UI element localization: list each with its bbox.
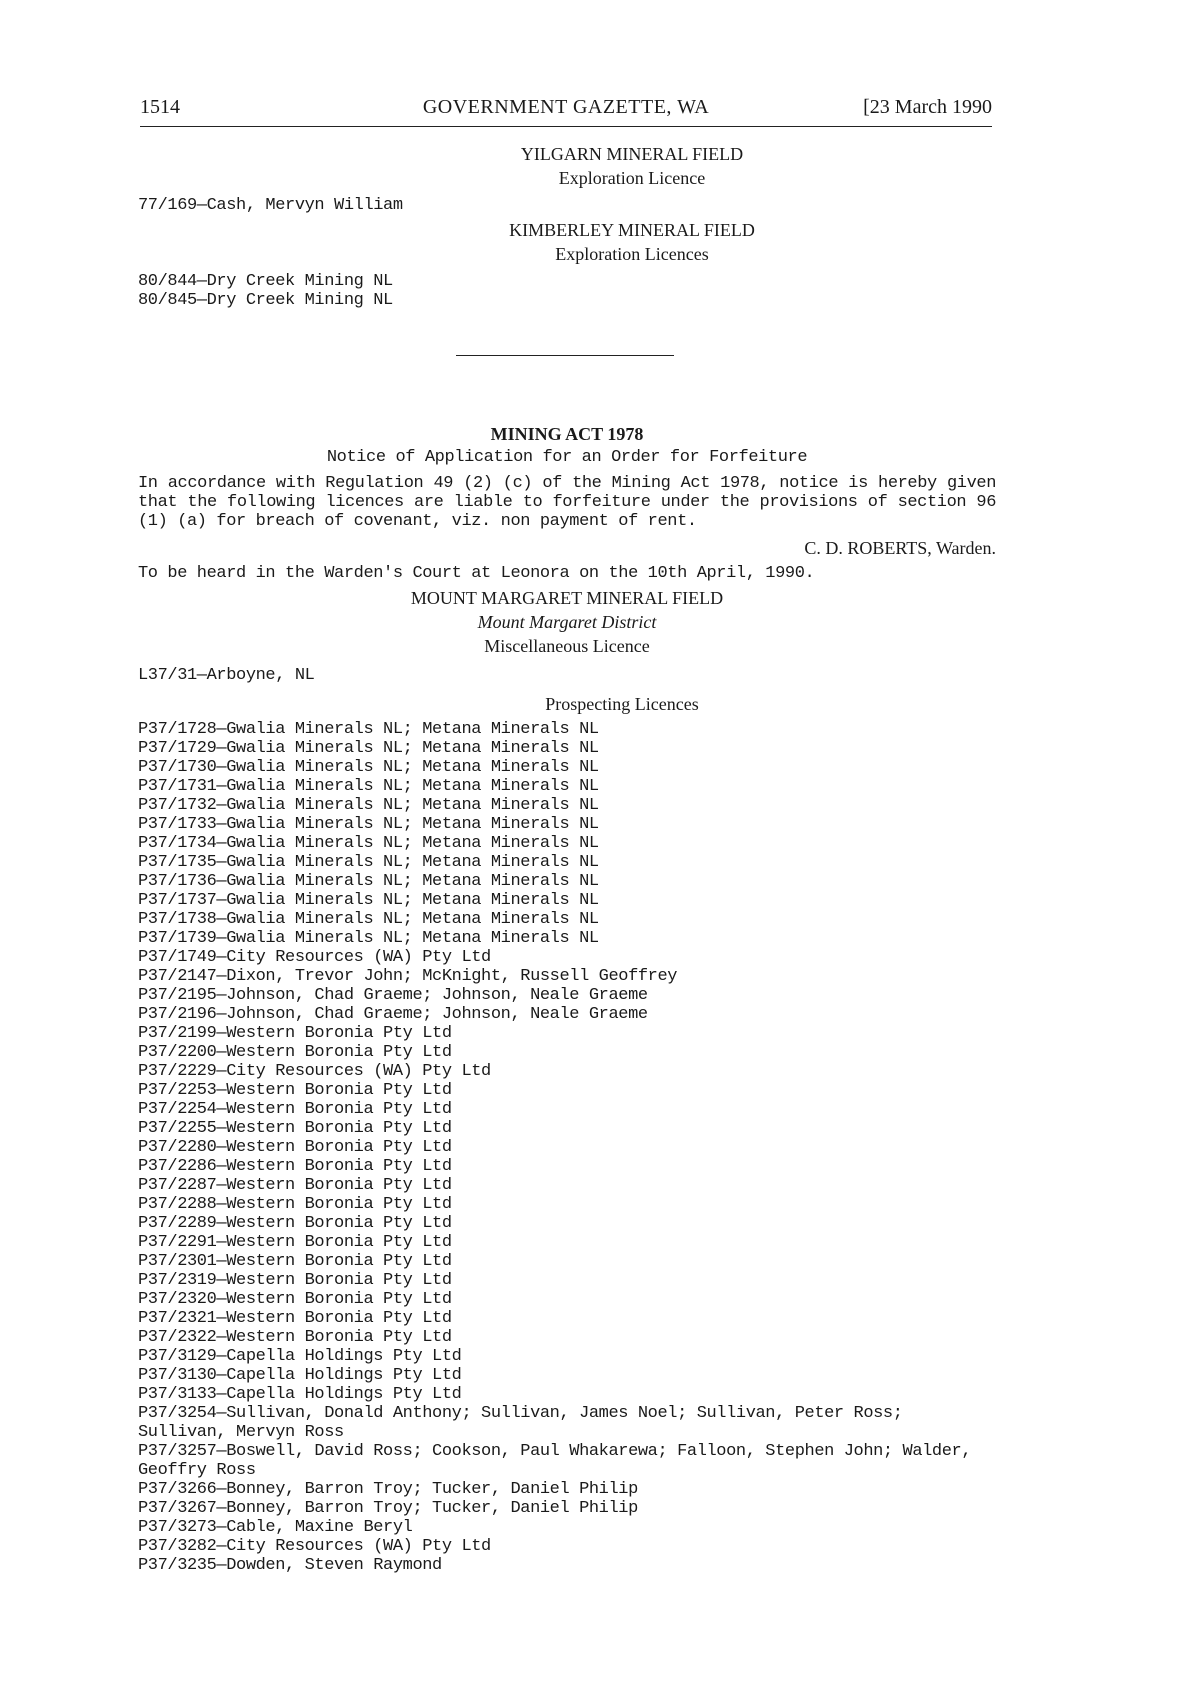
list-item: P37/2286—Western Boronia Pty Ltd bbox=[138, 1157, 452, 1176]
list-item: P37/2301—Western Boronia Pty Ltd bbox=[138, 1252, 452, 1271]
list-item: P37/2254—Western Boronia Pty Ltd bbox=[138, 1100, 452, 1119]
list-item: P37/1735—Gwalia Minerals NL; Metana Minerals NL bbox=[138, 853, 599, 872]
list-item: P37/2196—Johnson, Chad Graeme; Johnson, Neale Graeme bbox=[138, 1005, 648, 1024]
yilgarn-licence-list bbox=[138, 196, 996, 215]
list-item: P37/3282—City Resources (WA) Pty Ltd bbox=[138, 1537, 491, 1556]
page-number: 1514 bbox=[140, 96, 180, 118]
list-item: P37/2291—Western Boronia Pty Ltd bbox=[138, 1233, 452, 1252]
list-item: P37/3254—Sullivan, Donald Anthony; Sullivan, James Noel; Sullivan, Peter Ross; Sullivan, Mervyn Ross bbox=[138, 1404, 913, 1442]
list-item: P37/2253—Western Boronia Pty Ltd bbox=[138, 1081, 452, 1100]
list-item: P37/3257—Boswell, David Ross; Cookson, Paul Whakarewa; Falloon, Stephen John; Walder, Geoffry Ross bbox=[138, 1442, 981, 1480]
list-item: 77/169—Cash, Mervyn William bbox=[138, 196, 403, 215]
list-item: P37/2147—Dixon, Trevor John; McKnight, Russell Geoffrey bbox=[138, 967, 678, 986]
list-item: P37/1749—City Resources (WA) Pty Ltd bbox=[138, 948, 491, 967]
list-item: P37/2321—Western Boronia Pty Ltd bbox=[138, 1309, 452, 1328]
notice-body: In accordance with Regulation 49 (2) (c) of the Mining Act 1978, notice is hereby given that the following licences are liable to forfeiture under the provisions of section 96 (1) (a) for breach of covenant, viz. non payment of rent. bbox=[138, 474, 996, 531]
list-item: P37/1736—Gwalia Minerals NL; Metana Minerals NL bbox=[138, 872, 599, 891]
list-item: P37/3129—Capella Holdings Pty Ltd bbox=[138, 1347, 462, 1366]
prospecting-licence-list bbox=[138, 720, 996, 1575]
field-title: MOUNT MARGARET MINERAL FIELD bbox=[410, 588, 724, 608]
list-item: P37/3130—Capella Holdings Pty Ltd bbox=[138, 1366, 462, 1385]
list-item: P37/1730—Gwalia Minerals NL; Metana Minerals NL bbox=[138, 758, 599, 777]
licence-type: Miscellaneous Licence bbox=[484, 636, 650, 656]
list-item: P37/3267—Bonney, Barron Troy; Tucker, Daniel Philip bbox=[138, 1499, 638, 1518]
mount-margaret-field-heading bbox=[138, 586, 996, 658]
list-item: P37/1732—Gwalia Minerals NL; Metana Minerals NL bbox=[138, 796, 599, 815]
list-item: P37/2319—Western Boronia Pty Ltd bbox=[138, 1271, 452, 1290]
list-item: P37/2280—Western Boronia Pty Ltd bbox=[138, 1138, 452, 1157]
section-divider bbox=[456, 355, 674, 356]
list-item: P37/1737—Gwalia Minerals NL; Metana Minerals NL bbox=[138, 891, 599, 910]
list-item: P37/1738—Gwalia Minerals NL; Metana Minerals NL bbox=[138, 910, 599, 929]
list-item: P37/3235—Dowden, Steven Raymond bbox=[138, 1556, 442, 1575]
licence-type: Prospecting Licences bbox=[545, 694, 699, 714]
licence-type: Exploration Licence bbox=[558, 168, 706, 188]
list-item: 80/845—Dry Creek Mining NL bbox=[138, 291, 393, 310]
list-item: P37/1729—Gwalia Minerals NL; Metana Minerals NL bbox=[138, 739, 599, 758]
district-name: Mount Margaret District bbox=[477, 612, 657, 632]
miscellaneous-licence-list bbox=[138, 666, 996, 685]
licence-type: Exploration Licences bbox=[555, 244, 709, 264]
gazette-title: GOVERNMENT GAZETTE, WA bbox=[422, 96, 710, 118]
list-item: P37/2255—Western Boronia Pty Ltd bbox=[138, 1119, 452, 1138]
page-header bbox=[140, 92, 992, 127]
list-item: P37/3133—Capella Holdings Pty Ltd bbox=[138, 1385, 462, 1404]
field-title: YILGARN MINERAL FIELD bbox=[520, 144, 744, 164]
list-item: P37/2288—Western Boronia Pty Ltd bbox=[138, 1195, 452, 1214]
list-item: P37/3273—Cable, Maxine Beryl bbox=[138, 1518, 413, 1537]
list-item: P37/1734—Gwalia Minerals NL; Metana Minerals NL bbox=[138, 834, 599, 853]
list-item: P37/1728—Gwalia Minerals NL; Metana Minerals NL bbox=[138, 720, 599, 739]
warden-signature: C. D. ROBERTS, Warden. bbox=[804, 538, 996, 558]
notice-heading: MINING ACT 1978 bbox=[490, 424, 644, 444]
list-item: P37/2199—Western Boronia Pty Ltd bbox=[138, 1024, 452, 1043]
field-title: KIMBERLEY MINERAL FIELD bbox=[509, 220, 755, 240]
kimberley-licence-list bbox=[138, 272, 996, 310]
list-item: L37/31—Arboyne, NL bbox=[138, 666, 315, 685]
hearing-notice: To be heard in the Warden's Court at Leonora on the 10th April, 1990. bbox=[138, 564, 815, 583]
list-item: P37/3266—Bonney, Barron Troy; Tucker, Daniel Philip bbox=[138, 1480, 638, 1499]
list-item: P37/1739—Gwalia Minerals NL; Metana Minerals NL bbox=[138, 929, 599, 948]
list-item: P37/1733—Gwalia Minerals NL; Metana Minerals NL bbox=[138, 815, 599, 834]
list-item: 80/844—Dry Creek Mining NL bbox=[138, 272, 393, 291]
prospecting-heading bbox=[138, 692, 996, 716]
issue-date: [23 March 1990 bbox=[863, 96, 992, 118]
list-item: P37/2195—Johnson, Chad Graeme; Johnson, Neale Graeme bbox=[138, 986, 648, 1005]
list-item: P37/2200—Western Boronia Pty Ltd bbox=[138, 1043, 452, 1062]
kimberley-field-heading bbox=[138, 218, 996, 266]
list-item: P37/2320—Western Boronia Pty Ltd bbox=[138, 1290, 452, 1309]
list-item: P37/2322—Western Boronia Pty Ltd bbox=[138, 1328, 452, 1347]
list-item: P37/1731—Gwalia Minerals NL; Metana Minerals NL bbox=[138, 777, 599, 796]
list-item: P37/2287—Western Boronia Pty Ltd bbox=[138, 1176, 452, 1195]
yilgarn-field-heading bbox=[138, 142, 996, 190]
notice-subheading: Notice of Application for an Order for Forfeiture bbox=[326, 448, 808, 467]
list-item: P37/2229—City Resources (WA) Pty Ltd bbox=[138, 1062, 491, 1081]
list-item: P37/2289—Western Boronia Pty Ltd bbox=[138, 1214, 452, 1233]
